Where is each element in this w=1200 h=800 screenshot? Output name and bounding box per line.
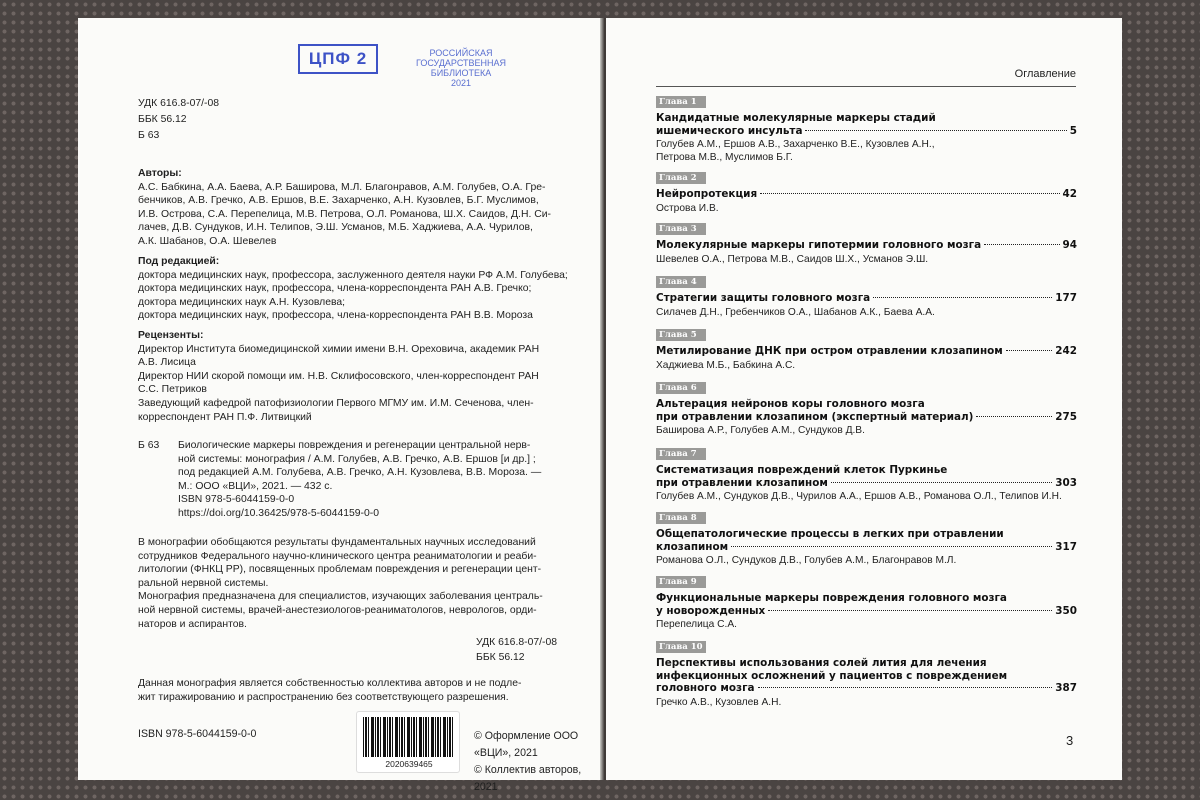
chapter-title-line: инфекционных осложнений у пациентов с повреждением xyxy=(656,669,1008,682)
bibliographic-record xyxy=(138,439,578,521)
chapter-authors xyxy=(656,490,1077,503)
reviewers-line: С.С. Петриков xyxy=(138,384,207,396)
chapter-title-line: Систематизация повреждений клеток Пуркинье xyxy=(656,464,948,476)
library-stamp-line: БИБЛИОТЕКА xyxy=(430,68,492,78)
page-number: 3 xyxy=(1066,733,1074,748)
chapter-title xyxy=(656,239,1077,252)
authors-line: И.В. Острова, С.А. Перепелица, М.В. Петрова, О.Л. Романова, Ш.Х. Саидов, Д.Н. Си- xyxy=(138,208,551,220)
annotation-line: ной нервной системы, врачей-анестезиологов-реаниматологов, неврологов, орди- xyxy=(138,604,537,616)
chapter-page-number: 350 xyxy=(1055,604,1077,617)
toc-chapter[interactable] xyxy=(656,329,1077,372)
toc-chapter[interactable] xyxy=(656,641,1077,709)
chapter-authors-line: Голубев А.М., Ершов А.В., Захарченко В.Е., Кузовлев А.Н., xyxy=(656,139,935,150)
chapter-badge: Глава 8 xyxy=(656,512,706,524)
chapter-badge: Глава 4 xyxy=(656,276,706,288)
chapter-badge: Глава 3 xyxy=(656,223,706,235)
library-stamp-line: ГОСУДАРСТВЕННАЯ xyxy=(415,58,507,68)
chapter-title-line: Общепатологические процессы в легких при отравлении xyxy=(656,528,1004,540)
toc-chapter[interactable] xyxy=(656,512,1077,567)
udc-code: УДК 616.8-07/-08 xyxy=(476,637,558,648)
chapter-title-line: ишемического инсульта xyxy=(656,124,803,137)
chapter-title-line: клозапином xyxy=(656,540,729,553)
toc-chapter[interactable] xyxy=(656,276,1077,319)
chapter-page-number: 387 xyxy=(1055,682,1077,694)
chapter-title xyxy=(656,528,1077,553)
ownership-notice xyxy=(138,677,578,704)
authors-heading: Авторы: xyxy=(138,168,182,179)
annotation-line: ральной нервной системы. xyxy=(138,577,269,589)
chapter-title-line: Молекулярные маркеры гипотермии головного мозга xyxy=(656,239,982,251)
chapter-authors xyxy=(656,424,1077,437)
chapter-title xyxy=(656,292,1077,305)
chapter-authors xyxy=(656,618,1077,631)
chapter-authors-line: Хаджиева М.Б., Бабкина А.С. xyxy=(656,359,796,371)
toc-chapter[interactable] xyxy=(656,382,1077,437)
chapter-title-line: Альтерация нейронов коры головного мозга xyxy=(656,398,925,410)
reviewers-line: Директор Института биомедицинской химии имени В.Н. Ореховича, академик РАН xyxy=(138,343,540,355)
editors-block xyxy=(138,255,578,323)
copyright-line: © Оформление ООО «ВЦИ», 2021 xyxy=(474,730,579,759)
chapter-badge: Глава 10 xyxy=(656,641,706,653)
isbn: ISBN 978-5-6044159-0-0 xyxy=(138,728,257,740)
biblio-code: Б 63 xyxy=(138,440,160,451)
chapter-title xyxy=(656,464,1077,489)
copyright-line: © Коллектив авторов, 2021 xyxy=(474,764,582,793)
chapter-title xyxy=(656,398,1077,423)
chapter-title-line: Стратегии защиты головного мозга xyxy=(656,292,871,304)
chapter-authors-line: Романова О.Л., Сундуков Д.В., Голубев А.М., Благонравов М.Л. xyxy=(656,555,957,566)
chapter-title-line: Нейропротекция xyxy=(656,188,758,200)
toc-chapter[interactable] xyxy=(656,223,1077,266)
reviewers-line: А.В. Лисица xyxy=(138,357,196,369)
toc-chapter[interactable] xyxy=(656,172,1077,215)
udc-code: УДК 616.8-07/-08 xyxy=(138,98,220,109)
author-mark: Б 63 xyxy=(138,130,160,141)
chapter-title xyxy=(656,592,1077,617)
editors-line: доктора медицинских наук, профессора, члена-корреспондента РАН А.В. Гречко; xyxy=(138,283,532,295)
reviewers-line: Заведующий кафедрой патофизиологии Первого МГМУ им. И.М. Сеченова, член- xyxy=(138,397,534,409)
biblio-line: под редакцией А.М. Голубева, А.В. Гречко, А.Н. Кузовлева, В.В. Мороза. — xyxy=(178,467,542,479)
chapter-title-line: у новорожденных xyxy=(656,604,766,617)
right-page xyxy=(606,18,1122,780)
chapter-title-line: Метилирование ДНК при остром отравлении клозапином xyxy=(656,345,1003,357)
chapter-page-number: 275 xyxy=(1055,410,1077,423)
ownership-line: Данная монография является собственностью коллектива авторов и не подле- xyxy=(138,678,522,689)
chapter-authors-line: Острова И.В. xyxy=(656,202,719,214)
chapter-authors-line: Баширова А.Р., Голубев А.М., Сундуков Д.В. xyxy=(656,425,865,436)
chapter-title xyxy=(656,345,1077,358)
barcode-number: 2020639465 xyxy=(385,759,433,769)
classification-codes xyxy=(138,96,578,144)
chapter-authors-line: Гречко А.В., Кузовлев А.Н. xyxy=(656,696,782,708)
ownership-line: жит тиражированию и распространению без соответствующего разрешения. xyxy=(138,691,509,703)
barcode-icon xyxy=(363,717,455,757)
chapter-badge: Глава 5 xyxy=(656,329,706,341)
chapter-authors xyxy=(656,554,1077,567)
chapter-authors-line: Петрова М.В., Муслимов Б.Г. xyxy=(656,152,793,163)
chapter-page-number: 42 xyxy=(1062,188,1077,200)
editors-line: доктора медицинских наук, профессора, члена-корреспондента РАН В.В. Мороза xyxy=(138,310,533,322)
chapter-badge: Глава 1 xyxy=(656,96,706,108)
biblio-line: Биологические маркеры повреждения и регенерации центральной нерв- xyxy=(178,440,531,451)
annotation-line: литологии (ФНКЦ РР), посвященных проблемам повреждения и регенерации цент- xyxy=(138,564,542,576)
library-stamp xyxy=(400,48,522,88)
library-stamp-line: 2021 xyxy=(450,78,472,88)
copyright-block xyxy=(474,728,604,796)
chapter-authors-line: Шевелев О.А., Петрова М.В., Саидов Ш.Х., Усманов Э.Ш. xyxy=(656,253,929,265)
chapter-page-number: 317 xyxy=(1055,540,1077,553)
chapter-badge: Глава 6 xyxy=(656,382,706,394)
reviewers-line: Директор НИИ скорой помощи им. Н.В. Склифосовского, член-корреспондент РАН xyxy=(138,370,539,382)
chapter-authors xyxy=(656,359,1077,372)
authors-line: бенчиков, А.В. Гречко, А.В. Ершов, В.Е. Захарченко, А.Н. Кузовлев, Б.Г. Муслимов, xyxy=(138,195,539,207)
chapter-authors-line: Голубев А.М., Сундуков Д.В., Чурилов А.А., Ершов А.В., Романова О.Л., Телипов И.Н. xyxy=(656,491,1062,502)
biblio-line: М.: ООО «ВЦИ», 2021. — 432 с. xyxy=(178,480,333,492)
editors-line: доктора медицинских наук А.Н. Кузовлева; xyxy=(138,296,346,308)
toc-chapter[interactable] xyxy=(656,96,1077,164)
chapter-badge: Глава 2 xyxy=(656,172,706,184)
authors-block xyxy=(138,167,578,249)
barcode-sticker xyxy=(356,711,460,773)
reviewers-heading: Рецензенты: xyxy=(138,330,204,341)
annotation-line: наторов и аспирантов. xyxy=(138,618,247,630)
authors-line: А.С. Бабкина, А.А. Баева, А.Р. Баширова, М.Л. Благонравов, А.М. Голубев, О.А. Гре- xyxy=(138,181,546,193)
biblio-line: ной системы: монография / А.М. Голубев, А.В. Гречко, А.В. Ершов [и др.] ; xyxy=(178,453,536,465)
chapter-badge: Глава 7 xyxy=(656,448,706,460)
authors-line: лачев, Д.В. Сундуков, И.Н. Телипов, Э.Ш. Усманов, М.Б. Хаджиева, А.А. Чурилов, xyxy=(138,222,533,234)
bbk-code: ББК 56.12 xyxy=(138,114,187,125)
authors-line: А.К. Шабанов, О.А. Шевелев xyxy=(138,235,277,247)
toc-header: Оглавление xyxy=(656,68,1076,87)
chapter-authors xyxy=(656,306,1077,319)
annotation-block xyxy=(138,536,578,631)
chapter-authors xyxy=(656,138,1077,164)
chapter-authors xyxy=(656,202,1077,215)
chapter-title-line: головного мозга xyxy=(656,682,755,694)
annotation-line: сотрудников Федерального научно-клинического центра реаниматологии и реаби- xyxy=(138,550,537,562)
chapter-page-number: 94 xyxy=(1062,239,1077,251)
toc-chapter[interactable] xyxy=(656,448,1077,503)
chapter-title-line: Перспективы использования солей лития для лечения xyxy=(656,657,987,669)
reviewers-block xyxy=(138,329,578,424)
editors-heading: Под редакцией: xyxy=(138,256,220,267)
left-page xyxy=(78,18,604,793)
library-stamp-line: РОССИЙСКАЯ xyxy=(429,48,493,58)
chapter-badge: Глава 9 xyxy=(656,576,706,588)
chapter-title xyxy=(656,188,1077,201)
toc-chapter[interactable] xyxy=(656,576,1077,631)
chapter-authors-line: Перепелица С.А. xyxy=(656,619,737,630)
classification-codes-bottom xyxy=(476,635,557,665)
chapter-title-line: Функциональные маркеры повреждения головного мозга xyxy=(656,592,1007,604)
chapter-page-number: 5 xyxy=(1069,124,1077,137)
editors-line: доктора медицинских наук, профессора, заслуженного деятеля науки РФ А.М. Голубева; xyxy=(138,269,568,281)
bbk-code: ББК 56.12 xyxy=(476,652,525,663)
annotation-line: В монографии обобщаются результаты фундаментальных научных исследований xyxy=(138,537,536,548)
chapter-page-number: 242 xyxy=(1055,345,1077,357)
chapter-page-number: 177 xyxy=(1055,292,1077,304)
chapter-title xyxy=(656,112,1077,137)
cpf-stamp: ЦПФ 2 xyxy=(298,44,378,74)
chapter-authors-line: Силачев Д.Н., Гребенчиков О.А., Шабанов А.К., Баева А.А. xyxy=(656,306,935,318)
chapter-authors xyxy=(656,696,1077,709)
chapter-page-number: 303 xyxy=(1055,476,1077,489)
chapter-title xyxy=(656,657,1077,695)
biblio-isbn: ISBN 978-5-6044159-0-0 xyxy=(178,494,295,506)
chapter-title-line: Кандидатные молекулярные маркеры стадий xyxy=(656,112,936,124)
chapter-title-line: при отравлении клозапином xyxy=(656,476,828,489)
chapter-authors xyxy=(656,253,1077,266)
biblio-doi: https://doi.org/10.36425/978-5-6044159-0-0 xyxy=(178,507,380,519)
chapter-title-line: при отравлении клозапином (экспертный материал) xyxy=(656,410,974,423)
reviewers-line: корреспондент РАН П.Ф. Литвицкий xyxy=(138,411,312,423)
annotation-line: Монография предназначена для специалистов, изучающих заболевания централь- xyxy=(138,591,543,603)
